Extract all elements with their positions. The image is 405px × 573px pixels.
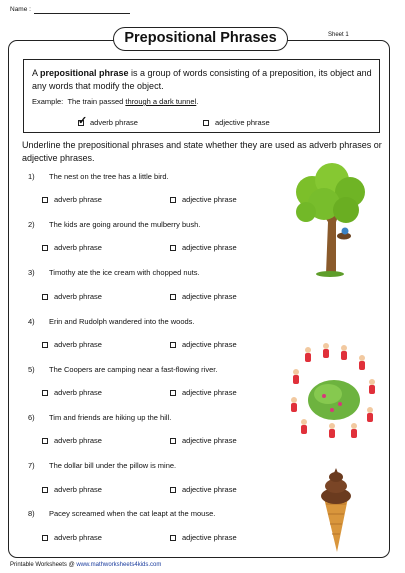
definition-text: A prepositional phrase is a group of words consisting of a preposition, its object and any words that modify the object. xyxy=(32,68,372,91)
q1-option-adjective[interactable]: adjective phrase xyxy=(170,195,237,204)
question-3: 3) Timothy ate the ice cream with chopped nuts. xyxy=(28,268,200,277)
berry xyxy=(322,394,326,398)
example-option-adjective: adjective phrase xyxy=(203,118,270,127)
example-option-adverb: ✓ adverb phrase xyxy=(78,114,138,127)
q6-checkbox-adjective[interactable] xyxy=(170,438,176,444)
tree-with-bird-nest-illustration xyxy=(290,162,370,277)
q2-checkbox-adverb[interactable] xyxy=(42,245,48,251)
q8-option-adverb[interactable]: adverb phrase xyxy=(42,533,102,542)
footer-link[interactable]: www.mathworksheets4kids.com xyxy=(76,562,162,568)
instructions: Underline the prepositional phrases and state whether they are used as adverb phrases or adjective phrases. xyxy=(22,140,382,163)
footer: Printable Worksheets @ www.mathworksheets4kids.com xyxy=(10,562,162,568)
bird-icon xyxy=(342,228,349,235)
kids-around-mulberry-bush-illustration xyxy=(288,338,380,440)
sheet-number: Sheet 1 xyxy=(328,32,349,38)
ice-cream-cone-illustration xyxy=(316,464,356,554)
q6-option-adjective[interactable]: adjective phrase xyxy=(170,436,237,445)
question-5: 5) The Coopers are camping near a fast-flowing river. xyxy=(28,365,218,374)
q4-checkbox-adjective[interactable] xyxy=(170,342,176,348)
q7-option-adjective[interactable]: adjective phrase xyxy=(170,485,237,494)
chocolate-scoop xyxy=(329,472,343,482)
q2-checkbox-adjective[interactable] xyxy=(170,245,176,251)
mulberry-bush xyxy=(314,384,342,404)
cone xyxy=(324,498,348,552)
q4-option-adjective[interactable]: adjective phrase xyxy=(170,340,237,349)
question-8: 8) Pacey screamed when the cat leapt at the mouse. xyxy=(28,509,216,518)
question-7: 7) The dollar bill under the pillow is mine. xyxy=(28,461,177,470)
q1-checkbox-adverb[interactable] xyxy=(42,197,48,203)
definition-term: prepositional phrase xyxy=(40,68,129,78)
q5-checkbox-adverb[interactable] xyxy=(42,390,48,396)
q7-option-adverb[interactable]: adverb phrase xyxy=(42,485,102,494)
q8-checkbox-adjective[interactable] xyxy=(170,535,176,541)
q3-option-adjective[interactable]: adjective phrase xyxy=(170,292,237,301)
q6-checkbox-adverb[interactable] xyxy=(42,438,48,444)
name-line[interactable] xyxy=(34,13,130,14)
q1-option-adverb[interactable]: adverb phrase xyxy=(42,195,102,204)
question-6: 6) Tim and friends are hiking up the hill. xyxy=(28,413,172,422)
q4-checkbox-adverb[interactable] xyxy=(42,342,48,348)
name-label: Name : xyxy=(10,6,31,13)
question-2: 2) The kids are going around the mulberry bush. xyxy=(28,220,201,229)
page-title: Prepositional Phrases xyxy=(113,27,288,51)
tree-leaves xyxy=(296,202,316,222)
example-underlined-phrase: through a dark tunnel xyxy=(125,97,197,106)
check-icon: ✓ xyxy=(78,114,88,127)
q2-option-adverb[interactable]: adverb phrase xyxy=(42,243,102,252)
q7-checkbox-adjective[interactable] xyxy=(170,487,176,493)
q5-option-adjective[interactable]: adjective phrase xyxy=(170,388,237,397)
q6-option-adverb[interactable]: adverb phrase xyxy=(42,436,102,445)
tree-leaves xyxy=(333,197,359,223)
berry xyxy=(330,408,334,412)
q2-option-adjective[interactable]: adjective phrase xyxy=(170,243,237,252)
q8-option-adjective[interactable]: adjective phrase xyxy=(170,533,237,542)
example-sentence: Example: The train passed through a dark tunnel. xyxy=(32,97,199,106)
q4-option-adverb[interactable]: adverb phrase xyxy=(42,340,102,349)
q5-option-adverb[interactable]: adverb phrase xyxy=(42,388,102,397)
question-1: 1) The nest on the tree has a little bird. xyxy=(28,172,169,181)
example-checkbox-adverb xyxy=(78,114,88,127)
q7-checkbox-adverb[interactable] xyxy=(42,487,48,493)
q1-checkbox-adjective[interactable] xyxy=(170,197,176,203)
swirl-tip xyxy=(334,468,338,473)
q3-option-adverb[interactable]: adverb phrase xyxy=(42,292,102,301)
berry xyxy=(338,402,342,406)
q3-checkbox-adjective[interactable] xyxy=(170,294,176,300)
q5-checkbox-adjective[interactable] xyxy=(170,390,176,396)
q8-checkbox-adverb[interactable] xyxy=(42,535,48,541)
q3-checkbox-adverb[interactable] xyxy=(42,294,48,300)
question-4: 4) Erin and Rudolph wandered into the woods. xyxy=(28,317,195,326)
example-checkbox-adjective xyxy=(203,120,209,126)
grass xyxy=(316,271,344,277)
